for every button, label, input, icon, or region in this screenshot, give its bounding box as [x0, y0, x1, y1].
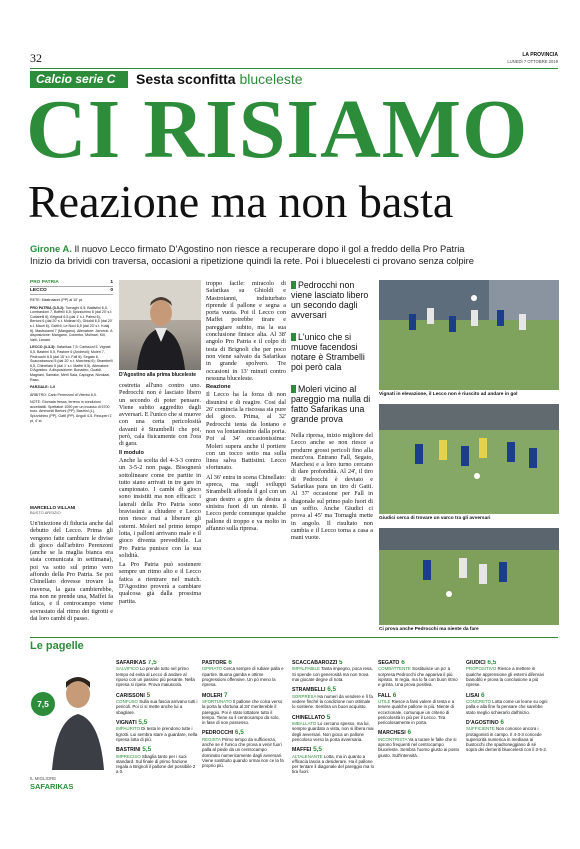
player-rating [292, 687, 374, 709]
score-away: 0 [110, 288, 113, 293]
player-comment: IMBALLATO Lo cercano spesso, ma lui, sempre guardato a vista, non si libera mai degli avversari. Non gioca un pallone pericoloso verso la porta avversaria. [292, 721, 374, 742]
player-name: FALL 6 [378, 691, 397, 699]
player-name: STRAMBELLI 6,5 [292, 686, 337, 694]
main-headline: CI RISIAMO [26, 83, 529, 176]
player-comment: CONFUSO Sulla sua fascia arrivano tutti i pericoli. Poi ci si mette anche lui a sbagliare. [116, 699, 198, 715]
lead [30, 243, 558, 266]
photo-coach [119, 280, 201, 370]
player-rating [116, 693, 198, 715]
photo-coach-caption: D'Agostino alla prima bluceleste [119, 372, 197, 378]
issue-date: LUNEDÌ 7 OTTOBRE 2019 [507, 59, 558, 64]
player-rating [202, 693, 284, 726]
player-vote: 6,5 [233, 729, 244, 737]
pull-quote-1: Pedrocchi non viene lasciato libero un secondo dagli avversari [291, 280, 369, 320]
player-name: SAFARIKAS 7,5 [116, 660, 157, 666]
player-rating [378, 730, 460, 758]
lead-text: Il nuovo Lecco firmato D'Agostino non riesce a recuperare dopo il gol a freddo della Pro Patria [74, 243, 465, 254]
player-vote: 5 [337, 660, 343, 666]
player-comment: IMPAURITO Di testa le prendono tutte i tigrotti. Lui sembra stare a guardare, nella ripresa lotta di più. [116, 726, 198, 742]
player-name: MARCHESI 6 [378, 729, 412, 737]
subhead-reazione: Reazione [206, 384, 231, 391]
player-comment: UTILE Riesce a farsi valere di testa e a tenere qualche pallone in più. Niente di eccezionale, comunque un criterio di pericolosità in più per il Lecco. Tira pericolosamente in porta. [378, 699, 455, 726]
player-name: D'AGOSTINO 6 [466, 718, 504, 726]
player-vote: 6 [405, 729, 412, 737]
player-rating [116, 747, 198, 775]
player-rating [116, 720, 198, 742]
subhead-modulo: Il modulo [119, 449, 144, 456]
ratings-rule [30, 637, 558, 638]
kicker-green: bluceleste [239, 71, 303, 87]
player-vote: 5 [144, 691, 151, 699]
best-score: 7,5 [37, 699, 49, 709]
player-rating [292, 715, 374, 743]
player-vote: 6,5 [485, 660, 497, 666]
player-comment: ISPIRATO Cerca sempre di rubare palla e ripartire. Buona gamba e ottime progressioni offensive. Un pò meno la ripresa. [202, 666, 284, 688]
player-comment: IMPRECISO Sbaglia tanto per i suoi standard. Sul finale di primo frazione regala a Brignoli il pallone del possibile 2 a 0. [116, 753, 196, 775]
article-col-2: costretta all'uno contro uno. Pedrocchi non è lasciato libero un secondo di poter pensare. Viene subito aggredito dagli avversari. E l'unico che si muove con una certa pericolosità davanti è Strambelli che poi, però, cala fisicamente con l'ora di gara. Il modulo Anche la scelta del 4-3-3 contro un 3-5-2 non paga. Bisognerà sottolineare come tre partite in tutto siano arrivati in tre gare in campionato. I cambi di gioco sono insistiti ma non efficaci: i laterali della Pro Patria sono bravissimi a chiudere e Lecco non riesce mai a liberare gli esterni. Moleri nel primo tempo lotta, i palloni arrivano male e il gioco diventa prevedibile. La Pro Patria punisce con la sua solidità. La Pro Patria può sostenere sempre un ritmo alto e il Lecco fatica a rientrare nel match. D'Agostino proverà a cambiare qualcosa già dalla prossima partita. [119, 382, 201, 605]
lead-label: Girone A. [30, 243, 72, 254]
player-rating [292, 660, 374, 682]
player-comment: SALVIFICO Lo prende tutto nel primo tempo ed evita al Lecco di andare al riposo con un passivo più pesante. Nella ripresa si ripete. Prova maiuscola. [116, 666, 195, 688]
player-rating [292, 747, 374, 775]
score-home: 1 [110, 280, 113, 285]
player-vote: 5,5 [311, 746, 322, 754]
player-name: VIGNATI 5,5 [116, 718, 148, 726]
byline [30, 505, 113, 515]
referee: ARBITRO: Carlo Perenzoni di Viterbo 6,5. [30, 392, 97, 397]
photo-pedrocchi-caption: Ci prova anche Pedrocchi ma niente da fare [379, 627, 479, 632]
player-vote: 6 [390, 691, 397, 699]
player-rating [466, 720, 548, 753]
player-rating [466, 693, 548, 715]
player-comment: PROPOSITIVO Riesce a mettere in qualche apprensione gli esterni difensivi bianoblù e prova la conclusione a più riprese. [466, 666, 544, 688]
score-box [30, 280, 113, 423]
ratings-column [116, 660, 198, 845]
player-name: PEDROCCHI 6,5 [202, 729, 244, 737]
sub-headline: Reazione ma non basta [28, 176, 454, 227]
player-comment: COMBATTENTE Sostituisce un po' a sorpresa Pedrocchi che appariva il più ispirato. In regia, ma lo fa con buon ritmo e grinta. Una prova positiva. [378, 666, 458, 688]
player-comment: SUFFICIENTE Non conosce ancora i protagonisti in campo. Il 4-3-3 concede superiorità numerica in mediana ai bustocchi che spadroneggiano di sé sopra dei demeriti bluecelesti con il 3-5-2. [466, 726, 548, 753]
player-comment: SFORTUNATO Il pallone che colca verso la porta la sfortuna al 34' meritereble il pareggio. Poi è stato lottatore tutto il tempo. Tiene su il centrocampo da solo, in fase di non possesso. [202, 699, 283, 726]
photo-pedrocchi [379, 528, 559, 625]
lecco-lineup: LECCO (4-3-3): Safarikas 7,5; Carissoni 5, Vignati 5,5, Bastrini 5,5, Pastore 6 (Andreoli); Moleri 7, Pedrocchi 6,5 (dal 15' s.t. Fall 6); Segato 6, Scaccabarozzi 5 (dal 20' s.t. Marchesi 6); Strambelli 6,5, Chinellato 5 (dal 1' s.t. Maffei 5,5). Allenatore: D'Agostino. A disposizione: Bonadeo, Gualdi, Magnani, Samake, Merli Sala, Capogna, Nivokazi, Raso. [30, 345, 113, 382]
kicker-black: Sesta sconfitta [136, 71, 236, 87]
player-rating [202, 660, 284, 688]
player-comment: INCONTRISTA Va a turare le falle che si aprono frequenti nel centrocampo bluceleste. Sembra l'uomo giusto ai posto giusto. Sull'intensità. [378, 736, 460, 758]
player-vote: 5 [324, 713, 331, 721]
article-col-4-text: Nella ripresa, inizio migliore del Lecco anche se non riesce a produrre grossi pericoli fino alla mezz'ora. Entrano Fall, Segato, Marchesi e a loro turno cercano di dare profondità. Al 24', il tiro di Pedrocchi è deviato e Safarikas para un tiro di Gatti. Al 37' occasione per Fall in diagonale sul primo palo fuori di un soffio. Anche Giudici ci prova al 45' ma Tornaghi mette in angolo. Il risultato non cambia e il Lecco torna a casa a mani vuote. [291, 432, 373, 542]
player-name: PASTORE 6 [202, 660, 232, 666]
player-vote: 6 [399, 660, 405, 666]
article-col-4 [291, 280, 373, 628]
player-vote: 7 [222, 691, 228, 699]
player-comment: IMPALPABILE Tanta impegno, poca resa. Si spende con generosità ma non trova mai giocate degne di nota. [292, 666, 373, 682]
player-name: GIUDICI 6,5 [466, 660, 497, 666]
page-number: 32 [30, 51, 42, 65]
article-col-1: Un'iniezione di fiducia anche dal debutto del Lecco. Prima gli vengono fatte cambiare le divise di gioco dall'arbitro Perenzoni (anche se la maglia bianca era stata comunicata in settimana), poi va sotto sul primo vero affondo della Pro Patria. Se poi Chinellato dovesse trovare la traversa, la gara cambierebbe, ma non ne prende una, Maffei fa fatica, e il centrocampo viene sovrastato dal ritmo dei tigrotti e dai loro cambi di passo. [30, 520, 113, 622]
best-name: SAFARIKAS [30, 782, 74, 791]
photo-vignati-caption: Vignati in elevazione, il Lecco non è riuscito ad andare in gol [379, 392, 518, 397]
player-vote: 6 [479, 691, 485, 699]
player-rating [378, 693, 460, 726]
player-comment: SORPRESA Ha numeri da vendere e lì fa vedere finché la condizione non ottimale lo sostiene. Sembra un buon acquisto. [292, 693, 373, 710]
header-rule [30, 68, 558, 69]
player-name: MOLERI 7 [202, 691, 228, 699]
propatria-lineup: PRO PATRIA (3-5-2): Tornaghi 6,5; Battistini 6,5, Lombardoni 7, Boffelli 6,5; Spizzichino 6 (dal 20' s.t. Cottarelli 6), Brignoli 6,5 (dal 1' s.t. Palesi 6), Bertoni 6 (dal 20' s.t. Molinari 6), Ghioldi 6,5 (dal 20' s.t. Mauri 6), Gatti 6; Le Noci 6,5 (dal 20' s.t. Kolaj 6), Mastroianni 7 (Mangano). Allenatore: Javorcic. A disposizione: Mangano, Colombo, Molinari, Kill, Vaiti, Lancini. [30, 305, 113, 342]
ratings-title: Le pagelle [30, 640, 84, 652]
player-vote: 7,5 [145, 660, 157, 666]
player-rating [116, 660, 198, 688]
photo-giudici [379, 404, 559, 514]
team-away: LECCO [30, 288, 47, 293]
player-name: LISAI 6 [466, 691, 485, 699]
player-name: SCACCABAROZZI 5 [292, 660, 343, 666]
player-name: BASTRINI 5,5 [116, 746, 152, 754]
ratings-column [292, 660, 374, 845]
photo-giudici-caption: Giudici cerca di trovare un varco tra gli avversari [379, 516, 491, 521]
pull-quote-3: Moleri vicino al pareggio ma nulla di fatto Safarikas una grande prova [291, 384, 371, 424]
player-vote: 5,5 [136, 718, 148, 726]
player-rating [466, 660, 548, 688]
player-vote: 6,5 [325, 686, 337, 694]
player-vote: 5,5 [140, 746, 152, 754]
player-comment: REGISTA Primo tempo da sufficienza, anche se è l'unico che prova a venir fuori palla al piede da un centrocampo dominato numericamente dagli avversari. Viene sostituito quando ormai non ce la fa proprio più. [202, 736, 284, 769]
player-comment: ALTALENANTE Lotta, ma in quanto a efficacia lascia a desiderare. Ha il pallone per tentare il diagonale del pareggio ma lo tira fuori. [292, 753, 374, 775]
best-label: IL MIGLIORE [30, 776, 57, 781]
player-rating [378, 660, 460, 688]
player-name: CARISSONI 5 [116, 691, 151, 699]
article-col-3: troppo facile: miracolo di Safarikas su Ghioldi e Mastroianni, indisturbato riprende il pallone e segna a porta vuota. Poi il Lecco con Maffei potrebbe tirare e pareggiare subito, ma la sua conclusione finisce alta. Al 38' angolo Pro Patria e il colpo di testa di Brignoli che per poco non viene salvato da Safarikas in grande spolvero. Tre occasioni in 13' minuti contro nessuna bluceleste. Reazione Il Lecco ha la forza di non disunirsi e di reagire. Cosi dal 26' comincia la riscossa sia pure del gioco. Prima, al 32' Pedrocchi tenta da lontano e non va lontanissimo dalla porta. Poi al 34' occasionissima: Moleri supera anche il portiere con un tocco sotto ma sulla linea salva Battistini. Lecco sfortunato. Al 36' entra in scena Chinellato: spreca, ma sugli sviluppi Strambelli affonda il gol con un gran destro a giro da destra a sinistra fuori di un niente. Il Lecco perde comunque qualche pallone di troppo e va molto in affanno sulla ripresa. [206, 280, 286, 532]
player-name: CHINELLATO 5 [292, 713, 331, 721]
player-vote: 6 [498, 718, 504, 726]
lead-text2: Inizio da brividi con traversa, occasioni a ripetizione quindi la rete. Poi i bluecelesti ci provano senza colpire [30, 254, 474, 266]
ratings-column [202, 660, 284, 845]
ratings-column [466, 660, 548, 845]
section-title: Calcio serie C [36, 72, 116, 86]
player-rating [202, 730, 284, 768]
partial-score: PARZIALE: 1-0 [30, 385, 56, 390]
pull-quote-2: L'unico che si muove facendosi notare è Strambelli poi però cala [291, 332, 365, 372]
author: MARCELLO VILLANI [30, 505, 76, 510]
team-home: PRO PATRIA [30, 280, 59, 285]
player-comment: CONCRETO Lotta come un leone su ogni palla e alla fine fa pensare che sarebbe stato meglio schierarlo dall'inizio. [466, 699, 548, 715]
ratings-column [378, 660, 460, 845]
newspaper-name: LA PROVINCIA [522, 52, 558, 58]
player-name: SEGATO 6 [378, 660, 405, 666]
player-name: MAFFEI 5,5 [292, 746, 322, 754]
dateline: BUSTO ARSIZIO [30, 510, 61, 515]
goal-info: RETE: Mastroianni (PP) al 10' pt. [30, 298, 83, 302]
player-vote: 6 [226, 660, 232, 666]
photo-vignati [379, 280, 559, 390]
match-notes: NOTE: Giornata fresca, terreno in condizioni accettabili. Spettatori 1090 per un incasso di 5700 euro. Ammoniti Bertoni (PP), Bastrini (L), Spizzichino (PP), Gatti (PP). Angoli 4-5. Recuperi 1' pt, 4' st. [30, 400, 113, 423]
